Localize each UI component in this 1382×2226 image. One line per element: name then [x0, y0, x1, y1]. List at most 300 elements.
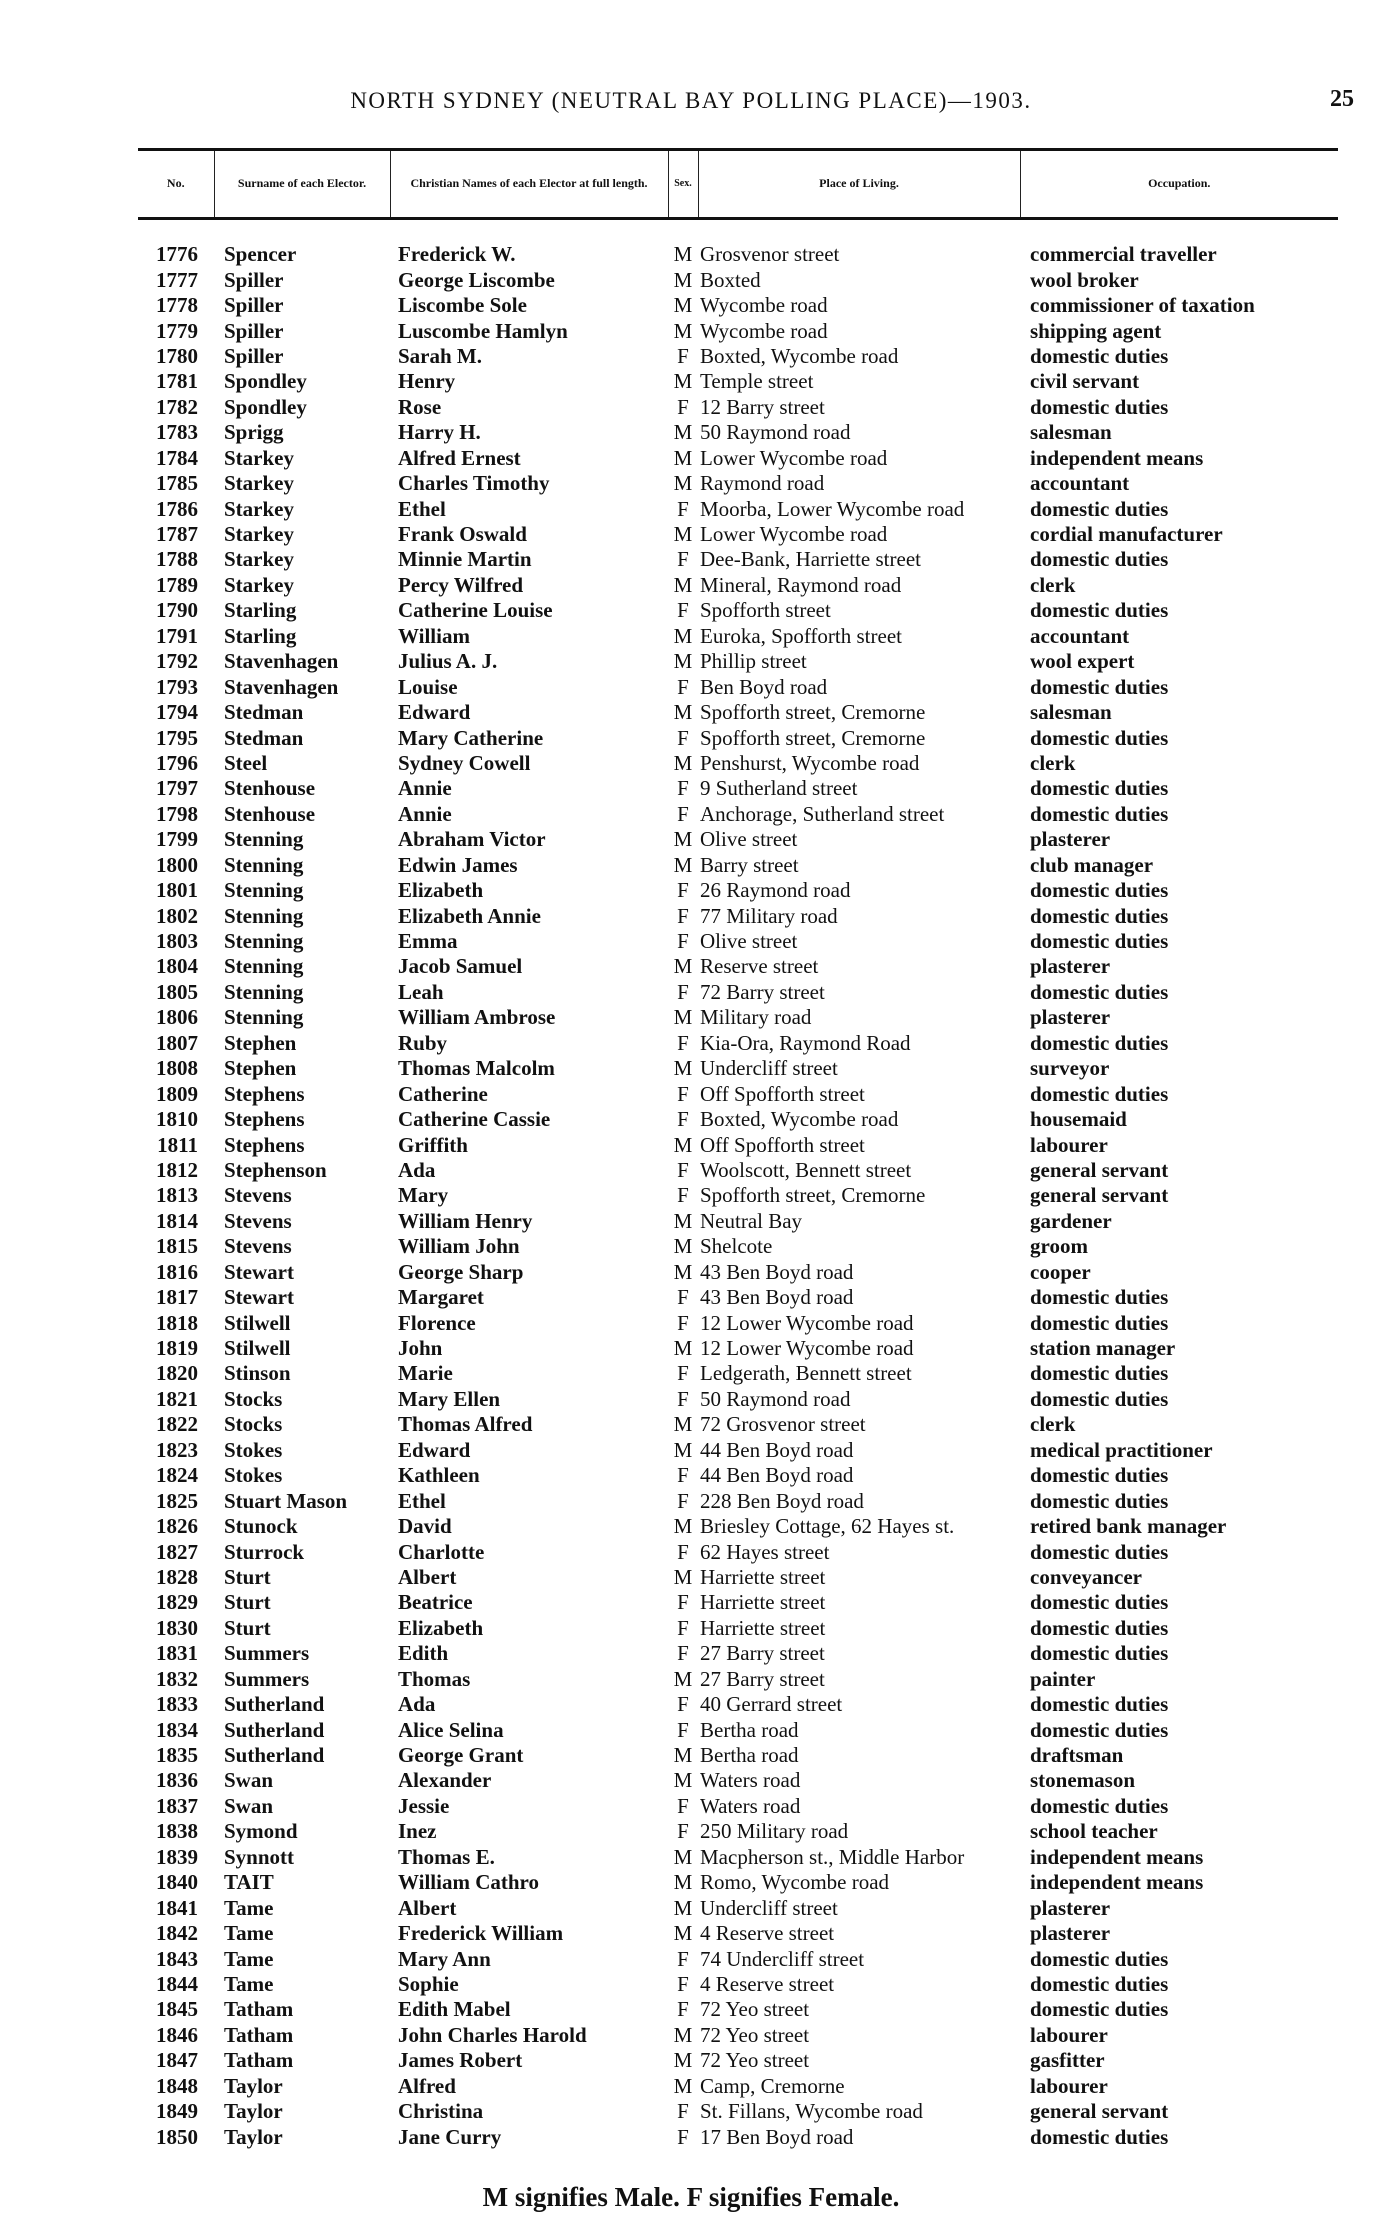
elector-sex: M: [673, 1514, 693, 1539]
elector-place: Spofforth street, Cremorne: [700, 700, 926, 725]
elector-sex: M: [673, 1208, 693, 1233]
table-row: [138, 980, 1338, 1005]
elector-christian-names: Edwin James: [398, 852, 518, 877]
column-header-surname: Surname of each Elector.: [214, 150, 390, 219]
elector-occupation: draftsman: [1030, 1743, 1124, 1768]
elector-occupation: domestic duties: [1030, 1285, 1169, 1310]
elector-christian-names: Catherine Louise: [398, 598, 553, 623]
elector-sex: M: [673, 522, 693, 547]
elector-place: Penshurst, Wycombe road: [700, 750, 920, 775]
table-row: [138, 1565, 1338, 1590]
elector-number: 1813: [156, 1183, 198, 1208]
elector-occupation: clerk: [1030, 572, 1076, 597]
elector-surname: Stenning: [224, 827, 304, 852]
table-row: [138, 802, 1338, 827]
elector-surname: Stewart: [224, 1285, 294, 1310]
elector-sex: F: [677, 1030, 689, 1055]
elector-number: 1783: [156, 420, 198, 445]
elector-sex: F: [677, 725, 689, 750]
elector-number: 1826: [156, 1514, 198, 1539]
elector-occupation: plasterer: [1030, 1921, 1111, 1946]
elector-occupation: domestic duties: [1030, 1641, 1169, 1666]
elector-place: Bertha road: [700, 1717, 799, 1742]
elector-number: 1800: [156, 852, 198, 877]
elector-sex: F: [677, 1107, 689, 1132]
elector-place: 4 Reserve street: [700, 1921, 835, 1946]
elector-number: 1788: [156, 547, 198, 572]
elector-occupation: housemaid: [1030, 1107, 1127, 1132]
elector-occupation: domestic duties: [1030, 2124, 1169, 2149]
table-body: [138, 219, 1338, 2150]
elector-christian-names: Charles Timothy: [398, 471, 550, 496]
elector-surname: Starkey: [224, 572, 294, 597]
elector-christian-names: Ruby: [398, 1030, 448, 1055]
elector-occupation: clerk: [1030, 750, 1076, 775]
elector-occupation: labourer: [1030, 2022, 1108, 2047]
elector-occupation: cordial manufacturer: [1030, 522, 1223, 547]
elector-number: 1803: [156, 929, 198, 954]
elector-occupation: groom: [1030, 1234, 1088, 1259]
elector-number: 1796: [156, 750, 198, 775]
table-row: [138, 1412, 1338, 1437]
elector-place: 72 Grosvenor street: [700, 1412, 866, 1437]
elector-place: Kia-Ora, Raymond Road: [700, 1030, 911, 1055]
elector-christian-names: Jacob Samuel: [398, 954, 523, 979]
elector-christian-names: Ada: [398, 1692, 436, 1717]
elector-sex: M: [673, 2022, 693, 2047]
table-row: [138, 1946, 1338, 1971]
elector-christian-names: Margaret: [398, 1285, 484, 1310]
elector-occupation: domestic duties: [1030, 1717, 1169, 1742]
elector-christian-names: Rose: [398, 394, 442, 419]
elector-surname: Synnott: [224, 1844, 295, 1869]
elector-sex: F: [677, 903, 689, 928]
elector-number: 1827: [156, 1539, 198, 1564]
elector-place: Waters road: [700, 1793, 801, 1818]
elector-sex: F: [677, 1692, 689, 1717]
elector-number: 1805: [156, 979, 198, 1004]
elector-number: 1838: [156, 1819, 198, 1844]
elector-christian-names: William John: [398, 1234, 520, 1259]
elector-number: 1833: [156, 1692, 198, 1717]
elector-occupation: independent means: [1030, 1844, 1204, 1869]
table-row: [138, 1285, 1338, 1310]
elector-christian-names: George Grant: [398, 1743, 524, 1768]
elector-surname: Symond: [224, 1819, 298, 1844]
elector-place: 17 Ben Boyd road: [700, 2124, 854, 2149]
elector-occupation: salesman: [1030, 420, 1112, 445]
elector-christian-names: Florence: [398, 1310, 476, 1335]
elector-place: Boxted, Wycombe road: [700, 1107, 899, 1132]
elector-place: Spofforth street: [700, 598, 831, 623]
elector-christian-names: Jane Curry: [398, 2124, 502, 2149]
elector-occupation: plasterer: [1030, 954, 1111, 979]
elector-occupation: commissioner of taxation: [1030, 293, 1255, 318]
elector-occupation: painter: [1030, 1666, 1096, 1691]
elector-christian-names: Alfred: [398, 2073, 456, 2098]
elector-christian-names: Griffith: [398, 1132, 468, 1157]
table-row: [138, 420, 1338, 445]
elector-place: Spofforth street, Cremorne: [700, 725, 926, 750]
elector-number: 1817: [156, 1285, 198, 1310]
elector-surname: Sutherland: [224, 1717, 325, 1742]
elector-number: 1820: [156, 1361, 198, 1386]
elector-place: Lower Wycombe road: [700, 445, 888, 470]
sex-legend: M signifies Male. F signifies Female.: [482, 2182, 900, 2212]
elector-place: Raymond road: [700, 471, 825, 496]
elector-surname: Tame: [224, 1946, 274, 1971]
elector-number: 1819: [156, 1336, 198, 1361]
table-row: [138, 725, 1338, 750]
elector-occupation: accountant: [1030, 471, 1130, 496]
elector-occupation: domestic duties: [1030, 496, 1169, 521]
elector-surname: Stunock: [224, 1514, 298, 1539]
elector-surname: Stilwell: [224, 1310, 291, 1335]
elector-occupation: independent means: [1030, 445, 1204, 470]
elector-number: 1779: [156, 318, 198, 343]
elector-christian-names: Minnie Martin: [398, 547, 532, 572]
table-row: [138, 1590, 1338, 1615]
elector-occupation: domestic duties: [1030, 1793, 1169, 1818]
elector-occupation: domestic duties: [1030, 776, 1169, 801]
elector-number: 1844: [156, 1971, 198, 1996]
table-row: [138, 1819, 1338, 1844]
elector-number: 1776: [156, 242, 198, 267]
elector-surname: Sturrock: [224, 1539, 305, 1564]
elector-surname: Taylor: [224, 2073, 283, 2098]
elector-sex: M: [673, 1005, 693, 1030]
table-row: [138, 547, 1338, 572]
elector-occupation: domestic duties: [1030, 1463, 1169, 1488]
table-row: [138, 1972, 1338, 1997]
elector-sex: M: [673, 293, 693, 318]
elector-number: 1804: [156, 954, 198, 979]
elector-surname: Stenning: [224, 954, 304, 979]
elector-number: 1839: [156, 1844, 198, 1869]
elector-christian-names: Christina: [398, 2099, 484, 2124]
elector-sex: F: [677, 801, 689, 826]
elector-christian-names: Kathleen: [398, 1463, 480, 1488]
elector-christian-names: Marie: [398, 1361, 453, 1386]
elector-number: 1792: [156, 649, 198, 674]
elector-christian-names: Percy Wilfred: [398, 572, 524, 597]
elector-sex: M: [673, 1564, 693, 1589]
elector-place: 27 Barry street: [700, 1666, 825, 1691]
elector-christian-names: Frederick William: [398, 1921, 564, 1946]
elector-occupation: domestic duties: [1030, 394, 1169, 419]
column-header-christian-names: Christian Names of each Elector at full length.: [390, 150, 668, 219]
table-row: [138, 2048, 1338, 2073]
elector-christian-names: Elizabeth Annie: [398, 903, 541, 928]
elector-occupation: civil servant: [1030, 369, 1140, 394]
elector-occupation: domestic duties: [1030, 903, 1169, 928]
table-row: [138, 267, 1338, 292]
elector-number: 1789: [156, 572, 198, 597]
elector-surname: Sturt: [224, 1615, 271, 1640]
elector-surname: Stevens: [224, 1208, 292, 1233]
elector-place: 250 Military road: [700, 1819, 849, 1844]
elector-place: Romo, Wycombe road: [700, 1870, 890, 1895]
elector-occupation: domestic duties: [1030, 1615, 1169, 1640]
elector-number: 1787: [156, 522, 198, 547]
elector-surname: Stenning: [224, 929, 304, 954]
elector-christian-names: Ethel: [398, 1488, 446, 1513]
elector-place: 62 Hayes street: [700, 1539, 830, 1564]
elector-christian-names: John: [398, 1336, 443, 1361]
elector-surname: Stokes: [224, 1437, 283, 1462]
elector-place: 43 Ben Boyd road: [700, 1285, 854, 1310]
elector-place: Lower Wycombe road: [700, 522, 888, 547]
elector-surname: Starkey: [224, 471, 294, 496]
elector-number: 1798: [156, 801, 198, 826]
elector-sex: F: [677, 1386, 689, 1411]
elector-christian-names: Alexander: [398, 1768, 492, 1793]
elector-occupation: domestic duties: [1030, 725, 1169, 750]
table-row: [138, 929, 1338, 954]
elector-surname: Starkey: [224, 547, 294, 572]
elector-occupation: domestic duties: [1030, 1692, 1169, 1717]
elector-christian-names: Edith Mabel: [398, 1997, 511, 2022]
elector-sex: M: [673, 2048, 693, 2073]
table-row: [138, 1743, 1338, 1768]
elector-christian-names: Mary Ann: [398, 1946, 491, 1971]
elector-place: 44 Ben Boyd road: [700, 1463, 854, 1488]
table-row: [138, 1158, 1338, 1183]
elector-place: Ben Boyd road: [700, 674, 828, 699]
elector-sex: M: [673, 1056, 693, 1081]
elector-occupation: domestic duties: [1030, 1310, 1169, 1335]
elector-occupation: surveyor: [1030, 1056, 1110, 1081]
elector-surname: Starkey: [224, 496, 294, 521]
elector-christian-names: Thomas Alfred: [398, 1412, 533, 1437]
elector-number: 1801: [156, 878, 198, 903]
table-row: [138, 1056, 1338, 1081]
elector-place: Olive street: [700, 827, 798, 852]
elector-place: 27 Barry street: [700, 1641, 825, 1666]
elector-sex: F: [677, 1971, 689, 1996]
elector-place: Wycombe road: [700, 293, 828, 318]
elector-christian-names: Catherine Cassie: [398, 1107, 551, 1132]
elector-surname: Spondley: [224, 369, 307, 394]
elector-occupation: domestic duties: [1030, 1997, 1169, 2022]
elector-place: Military road: [700, 1005, 812, 1030]
table-row: [138, 1183, 1338, 1208]
elector-surname: Spiller: [224, 267, 284, 292]
elector-place: Anchorage, Sutherland street: [700, 801, 945, 826]
elector-sex: F: [677, 929, 689, 954]
elector-surname: Taylor: [224, 2099, 283, 2124]
elector-surname: Stenhouse: [224, 776, 316, 801]
elector-christian-names: Sydney Cowell: [398, 750, 531, 775]
elector-sex: M: [673, 700, 693, 725]
elector-surname: Stenning: [224, 1005, 304, 1030]
elector-surname: Stephens: [224, 1081, 305, 1106]
elector-sex: M: [673, 369, 693, 394]
elector-christian-names: Leah: [398, 979, 444, 1004]
elector-sex: M: [673, 827, 693, 852]
elector-place: Phillip street: [700, 649, 807, 674]
elector-occupation: general servant: [1030, 2099, 1169, 2124]
elector-occupation: wool expert: [1030, 649, 1135, 674]
elector-sex: M: [673, 1768, 693, 1793]
elector-place: Spofforth street, Cremorne: [700, 1183, 926, 1208]
elector-christian-names: Liscombe Sole: [398, 293, 527, 318]
table-row: [138, 369, 1338, 394]
elector-surname: Sprigg: [224, 420, 284, 445]
elector-occupation: accountant: [1030, 623, 1130, 648]
table-row: [138, 1336, 1338, 1361]
elector-place: Bertha road: [700, 1743, 799, 1768]
table-row: [138, 1616, 1338, 1641]
table-row: [138, 496, 1338, 521]
elector-christian-names: Elizabeth: [398, 1615, 484, 1640]
elector-number: 1822: [156, 1412, 198, 1437]
elector-place: Mineral, Raymond road: [700, 572, 902, 597]
elector-sex: M: [673, 623, 693, 648]
table-row: [138, 1845, 1338, 1870]
elector-place: 228 Ben Boyd road: [700, 1488, 864, 1513]
elector-number: 1842: [156, 1921, 198, 1946]
elector-place: 40 Gerrard street: [700, 1692, 843, 1717]
elector-place: Waters road: [700, 1768, 801, 1793]
elector-sex: M: [673, 1437, 693, 1462]
elector-occupation: domestic duties: [1030, 343, 1169, 368]
table-row: [138, 700, 1338, 725]
elector-number: 1850: [156, 2124, 198, 2149]
elector-number: 1809: [156, 1081, 198, 1106]
elector-number: 1795: [156, 725, 198, 750]
elector-sex: M: [673, 954, 693, 979]
elector-number: 1811: [157, 1132, 198, 1157]
elector-sex: F: [677, 1488, 689, 1513]
elector-christian-names: John Charles Harold: [398, 2022, 587, 2047]
elector-number: 1781: [156, 369, 198, 394]
elector-surname: Stilwell: [224, 1336, 291, 1361]
elector-occupation: domestic duties: [1030, 547, 1169, 572]
elector-number: 1812: [156, 1157, 198, 1182]
elector-sex: M: [673, 1895, 693, 1920]
elector-occupation: domestic duties: [1030, 598, 1169, 623]
table-row: [138, 1870, 1338, 1895]
elector-christian-names: Mary Ellen: [398, 1386, 501, 1411]
elector-place: Briesley Cottage, 62 Hayes st.: [700, 1514, 955, 1539]
table-row: [138, 649, 1338, 674]
elector-occupation: domestic duties: [1030, 1386, 1169, 1411]
elector-sex: M: [673, 1666, 693, 1691]
elector-sex: F: [677, 1946, 689, 1971]
elector-sex: F: [677, 1081, 689, 1106]
elector-surname: Sturt: [224, 1564, 271, 1589]
elector-sex: F: [677, 1310, 689, 1335]
elector-surname: Spondley: [224, 394, 307, 419]
elector-occupation: general servant: [1030, 1157, 1169, 1182]
elector-surname: Stenning: [224, 852, 304, 877]
elector-sex: M: [673, 1412, 693, 1437]
elector-occupation: independent means: [1030, 1870, 1204, 1895]
table-row: [138, 522, 1338, 547]
elector-sex: F: [677, 1717, 689, 1742]
elector-surname: Spiller: [224, 293, 284, 318]
elector-place: Woolscott, Bennett street: [700, 1157, 912, 1182]
table-row: [138, 1692, 1338, 1717]
table-row: [138, 1081, 1338, 1106]
table-row: [138, 1438, 1338, 1463]
elector-occupation: domestic duties: [1030, 801, 1169, 826]
table-row: [138, 954, 1338, 979]
elector-surname: Sutherland: [224, 1743, 325, 1768]
elector-occupation: station manager: [1030, 1336, 1176, 1361]
table-row: [138, 1387, 1338, 1412]
table-row: [138, 1488, 1338, 1513]
elector-christian-names: Emma: [398, 929, 458, 954]
elector-sex: M: [673, 2073, 693, 2098]
elector-number: 1785: [156, 471, 198, 496]
elector-place: Off Spofforth street: [700, 1132, 865, 1157]
elector-sex: M: [673, 445, 693, 470]
elector-christian-names: Albert: [398, 1895, 457, 1920]
elector-surname: Spencer: [224, 242, 297, 267]
elector-place: Moorba, Lower Wycombe road: [700, 496, 965, 521]
elector-sex: M: [673, 267, 693, 292]
table-row: [138, 1539, 1338, 1564]
elector-place: 26 Raymond road: [700, 878, 851, 903]
elector-surname: Stephen: [224, 1030, 297, 1055]
elector-surname: Swan: [224, 1793, 274, 1818]
elector-number: 1837: [156, 1793, 198, 1818]
elector-number: 1825: [156, 1488, 198, 1513]
elector-number: 1849: [156, 2099, 198, 2124]
elector-surname: Spiller: [224, 318, 284, 343]
elector-occupation: domestic duties: [1030, 1539, 1169, 1564]
elector-christian-names: Elizabeth: [398, 878, 484, 903]
elector-sex: F: [677, 1157, 689, 1182]
elector-sex: F: [677, 394, 689, 419]
elector-surname: Tatham: [224, 2048, 294, 2073]
table-row: [138, 1514, 1338, 1539]
table-row: [138, 878, 1338, 903]
table-row: [138, 1310, 1338, 1335]
elector-surname: Steel: [224, 750, 268, 775]
elector-sex: F: [677, 1361, 689, 1386]
table-row: [138, 624, 1338, 649]
elector-number: 1848: [156, 2073, 198, 2098]
elector-surname: Starling: [224, 623, 297, 648]
table-row: [138, 1132, 1338, 1157]
elector-place: 77 Military road: [700, 903, 838, 928]
elector-place: Temple street: [700, 369, 814, 394]
elector-place: 72 Barry street: [700, 979, 825, 1004]
elector-christian-names: Mary Catherine: [398, 725, 544, 750]
elector-occupation: labourer: [1030, 2073, 1108, 2098]
elector-occupation: domestic duties: [1030, 1361, 1169, 1386]
table-row: [138, 471, 1338, 496]
elector-christian-names: Frederick W.: [398, 242, 516, 267]
elector-christian-names: Catherine: [398, 1081, 488, 1106]
elector-number: 1829: [156, 1590, 198, 1615]
elector-christian-names: Abraham Victor: [398, 827, 546, 852]
column-header-sex: Sex.: [668, 150, 698, 219]
table-row: [138, 1895, 1338, 1920]
elector-christian-names: Beatrice: [398, 1590, 473, 1615]
elector-christian-names: William Cathro: [398, 1870, 539, 1895]
elector-surname: Stenning: [224, 878, 304, 903]
elector-surname: Stocks: [224, 1412, 283, 1437]
elector-christian-names: Mary: [398, 1183, 449, 1208]
elector-number: 1834: [156, 1717, 198, 1742]
elector-number: 1802: [156, 903, 198, 928]
elector-sex: F: [677, 1463, 689, 1488]
table-row: [138, 318, 1338, 343]
